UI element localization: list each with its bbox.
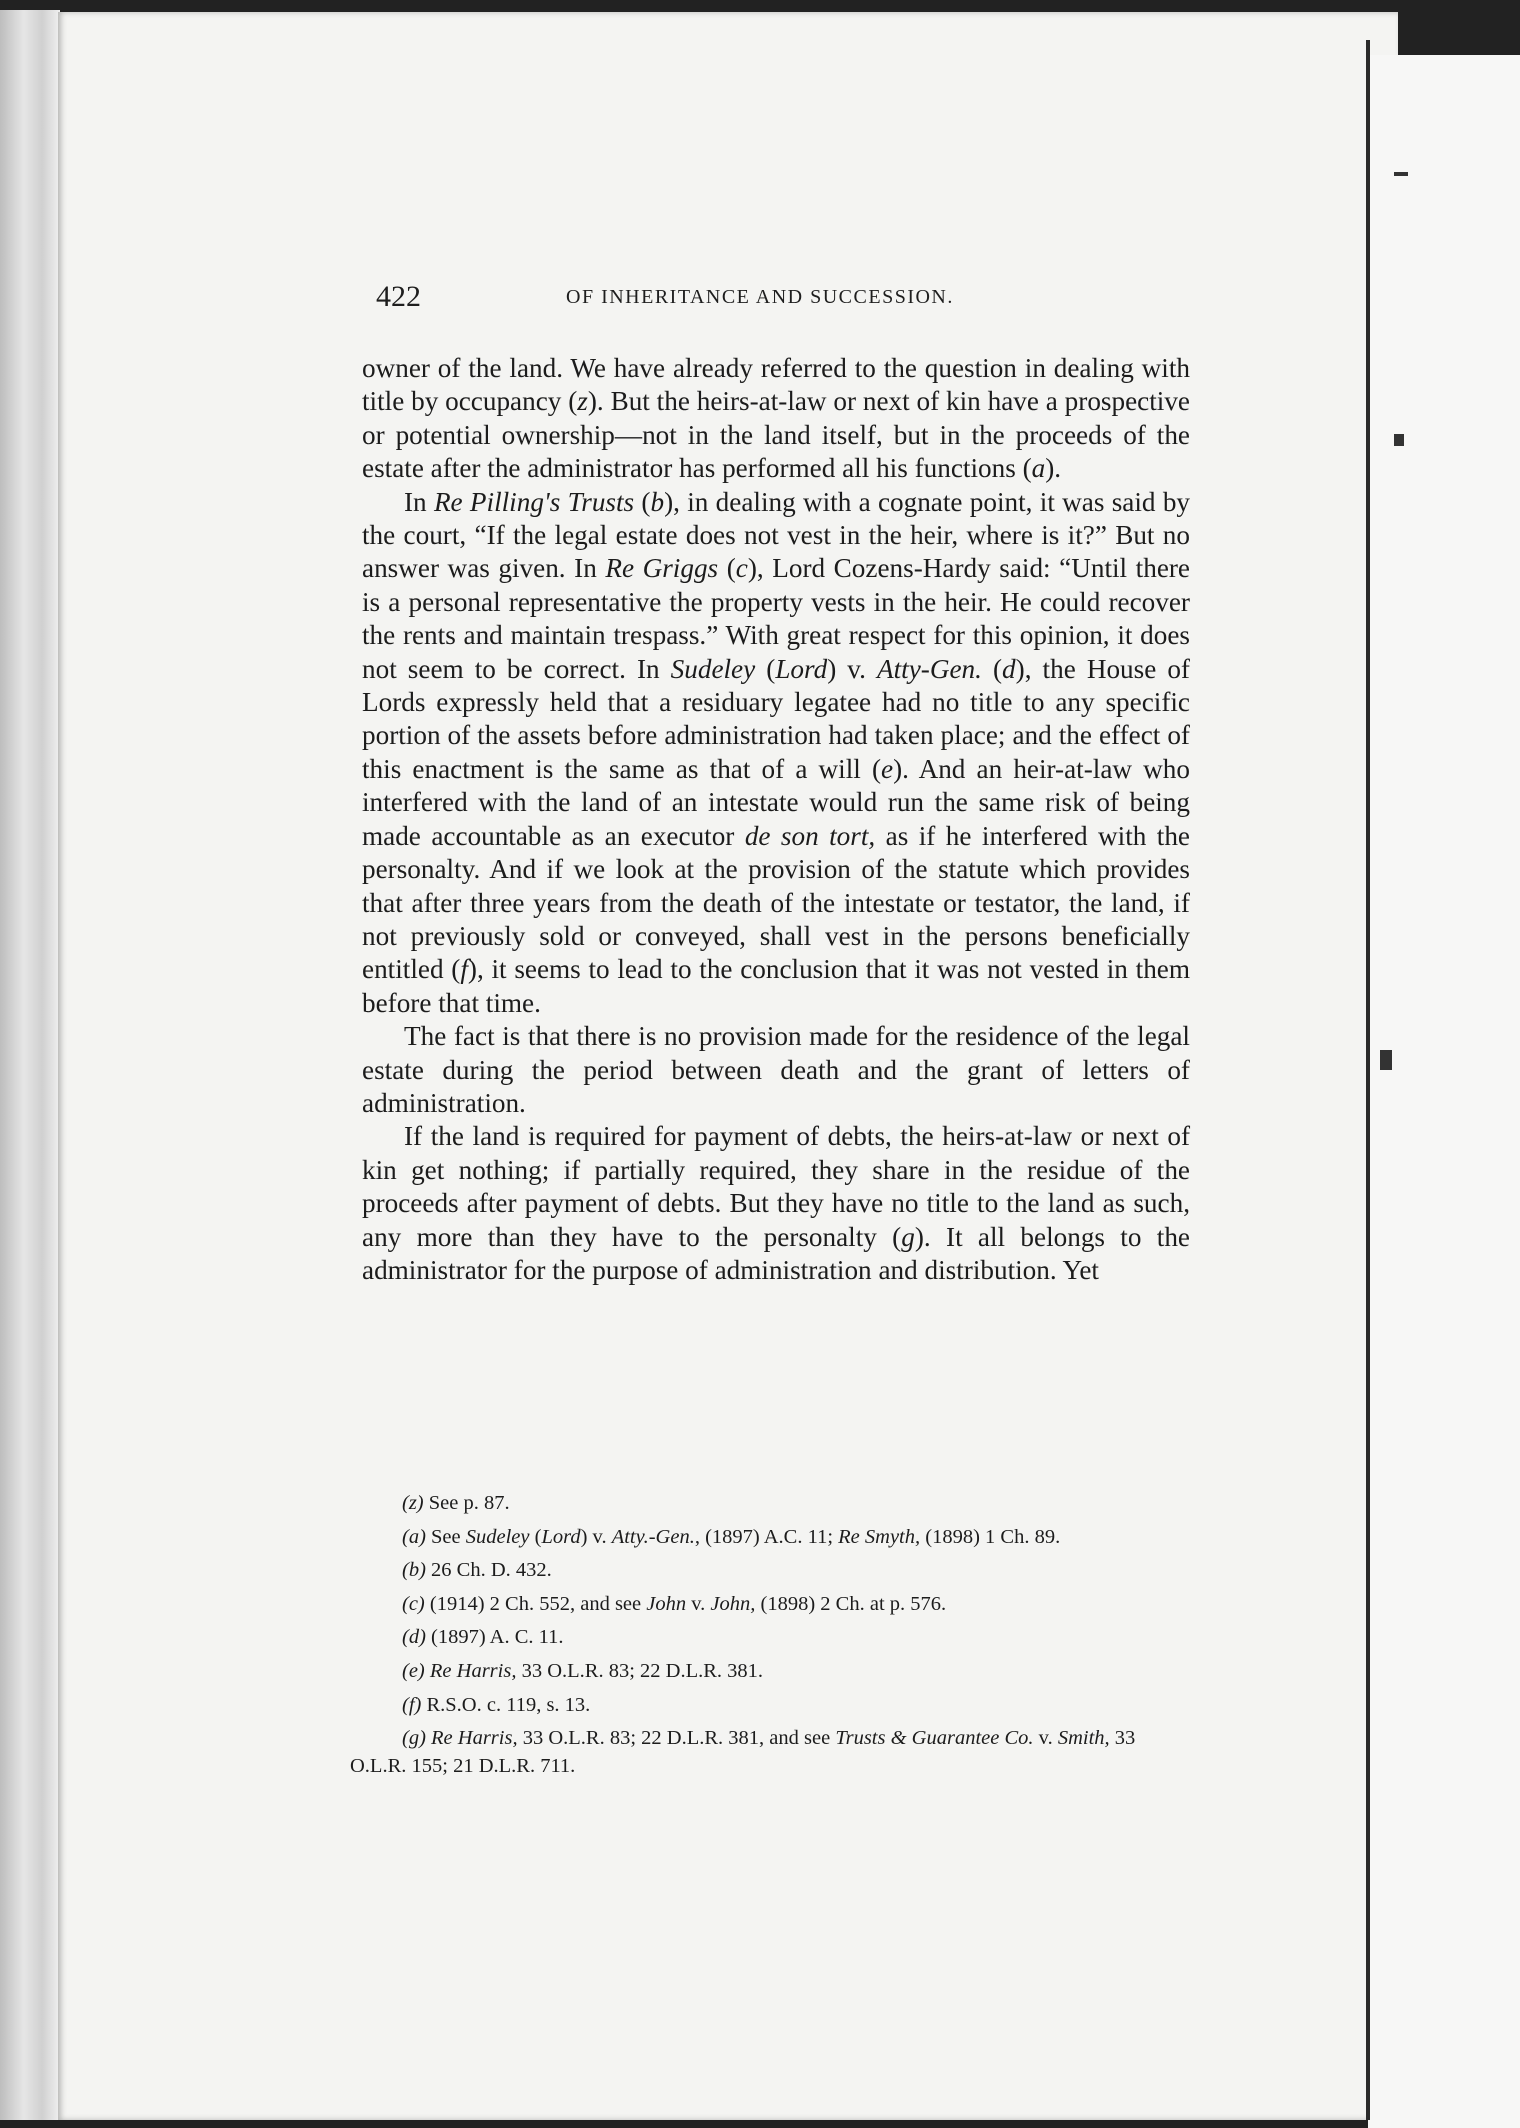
text-run: ( <box>529 1525 542 1548</box>
text-run: 26 Ch. D. 432. <box>425 1559 552 1582</box>
text-run: ), Lord Cozens-Hardy said: “Until there is a personal representative the property vests in the heir. He could recover the rents and maintain trespass.” With great respect for this opinion, it does not seem to be correct. In <box>362 553 1191 684</box>
italic-text-run: (z) <box>402 1492 424 1514</box>
next-page-edge <box>1368 55 1520 2128</box>
italic-text-run: (b) <box>402 1559 426 1582</box>
italic-text-run: g <box>901 1221 915 1252</box>
text-run: as if he interfered with the personalty. And if we look at the provision of the statute which provides that after three years from the death of the intestate or testator, the land, if not previously sold or conveyed, shall vest in the persons beneficially entitled ( <box>362 820 1191 985</box>
italic-text-run: Sudeley <box>465 1525 530 1548</box>
italic-text-run: Sudeley <box>670 653 756 684</box>
text-run: (1914) 2 Ch. 552, and see <box>424 1592 647 1615</box>
fold-mark <box>1380 1050 1392 1070</box>
italic-text-run: Trusts & Guarantee Co. <box>835 1727 1034 1750</box>
italic-text-run: John, <box>710 1592 756 1615</box>
text-run: If the land is required for payment of debts, the heirs-at-law or next of kin get nothing; if partially required, they share in the residue of the proceeds after payment of debts. But they have no title to the land as such, any more than they have to the personalty ( <box>362 1121 1190 1252</box>
text-run: ). But the heirs-at-law or next of kin have a prospective or potential ownership—not in the land itself, but in the proceeds of the estate after the administrator has performed all his functions ( <box>362 386 1190 484</box>
italic-text-run: Re Griggs <box>605 553 719 584</box>
italic-text-run: John <box>646 1592 687 1615</box>
italic-text-run: Lord <box>775 653 828 684</box>
text-run: In <box>404 486 434 517</box>
text-run: ). It all belongs to the administrator for the purpose of administration and distribution. Yet <box>362 1221 1190 1285</box>
italic-text-run: c <box>735 553 748 584</box>
text-run: The fact is that there is no provision made for the residence of the legal estate during the period between death and the grant of letters of administration. <box>362 1021 1190 1118</box>
italic-text-run: Atty.-Gen. <box>611 1525 695 1548</box>
text-run: ), in dealing with a cognate point, it was said by the court, “If the legal estate does not vest in the heir, where is it?” But no answer was given. In <box>362 486 1191 584</box>
footnote <box>350 1692 1176 1720</box>
italic-text-run: (e) <box>402 1659 425 1682</box>
italic-text-run: f <box>460 954 468 985</box>
footnote <box>350 1524 1176 1552</box>
text-run: See p. 87. <box>423 1492 510 1514</box>
italic-text-run: Re Smyth, <box>838 1525 921 1548</box>
paragraph <box>362 486 1190 1021</box>
italic-text-run: (f) <box>402 1693 422 1716</box>
italic-text-run: de son tort, <box>744 820 876 851</box>
text-run: (1897) A. C. 11. <box>425 1626 564 1649</box>
text-run: 33 O.L.R. 83; 22 D.L.R. 381. <box>516 1659 764 1682</box>
text-run: ( <box>981 653 1003 684</box>
footnote <box>350 1591 1176 1619</box>
italic-text-run: z <box>577 386 588 417</box>
text-run: ), the House of Lords expressly held that a residuary legatee had no title to any specific portion of the assets before administration had taken place; and the effect of this enactment is the same as that of a will ( <box>362 653 1190 784</box>
footnote <box>350 1624 1176 1652</box>
italic-text-run: (g) <box>402 1727 426 1750</box>
italic-text-run: a <box>1031 453 1046 484</box>
footnote <box>350 1557 1176 1585</box>
italic-text-run: e <box>881 753 894 784</box>
italic-text-run: Re Harris, <box>431 1727 518 1750</box>
text-run: ( <box>755 653 776 684</box>
paragraph <box>362 352 1190 486</box>
text-run: ( <box>634 486 651 517</box>
text-run: See <box>425 1525 466 1548</box>
page-number: 422 <box>376 280 421 313</box>
text-run: (1898) 2 Ch. at p. 576. <box>755 1592 947 1615</box>
text-run: owner of the land. We have already referred to the question in dealing with title by occupancy ( <box>362 353 1190 417</box>
text-run: ( <box>718 553 736 584</box>
paragraph <box>362 1120 1190 1287</box>
footnotes <box>350 1490 1176 1780</box>
italic-text-run: Smith, <box>1057 1727 1110 1750</box>
text-run: 33 O.L.R. 155; 21 D.L.R. 711. <box>350 1727 1136 1777</box>
fold-mark <box>1394 434 1404 446</box>
italic-text-run: b <box>650 486 665 517</box>
italic-text-run: Lord <box>541 1525 581 1548</box>
italic-text-run: Re Harris, <box>429 1659 517 1682</box>
paragraph <box>362 1020 1190 1120</box>
footnote <box>350 1658 1176 1686</box>
text-run: ), it seems to lead to the conclusion that it was not vested in them before that time. <box>362 954 1191 1018</box>
text-run: ). <box>1045 453 1062 484</box>
fold-mark <box>1394 172 1408 176</box>
text-run: R.S.O. c. 119, s. 13. <box>421 1693 591 1716</box>
text-run: ) v. <box>827 653 877 684</box>
text-run: v. <box>1033 1727 1058 1750</box>
italic-text-run: (c) <box>402 1592 425 1615</box>
text-run: 33 O.L.R. 83; 22 D.L.R. 381, and see <box>517 1727 836 1750</box>
text-run: , (1897) A.C. 11; <box>694 1525 839 1548</box>
previous-page-edge <box>0 10 60 2120</box>
italic-text-run: (a) <box>402 1525 426 1548</box>
body-text <box>362 352 1190 1287</box>
footnote <box>350 1490 1176 1518</box>
running-title: OF INHERITANCE AND SUCCESSION. <box>566 286 954 308</box>
text-run: v. <box>686 1592 711 1615</box>
italic-text-run: Atty-Gen. <box>877 653 982 684</box>
italic-text-run: d <box>1002 653 1016 684</box>
footnote <box>350 1725 1176 1780</box>
text-run: ) v. <box>580 1525 612 1548</box>
italic-text-run: (d) <box>402 1626 426 1649</box>
page-fold-line <box>1366 40 1370 2120</box>
italic-text-run: Re Pilling's Trusts <box>433 486 635 517</box>
text-run: (1898) 1 Ch. 89. <box>920 1525 1061 1548</box>
text-run: ). And an heir-at-law who interfered with the land of an intestate would run the same risk of being made accountable as an executor <box>362 753 1190 851</box>
